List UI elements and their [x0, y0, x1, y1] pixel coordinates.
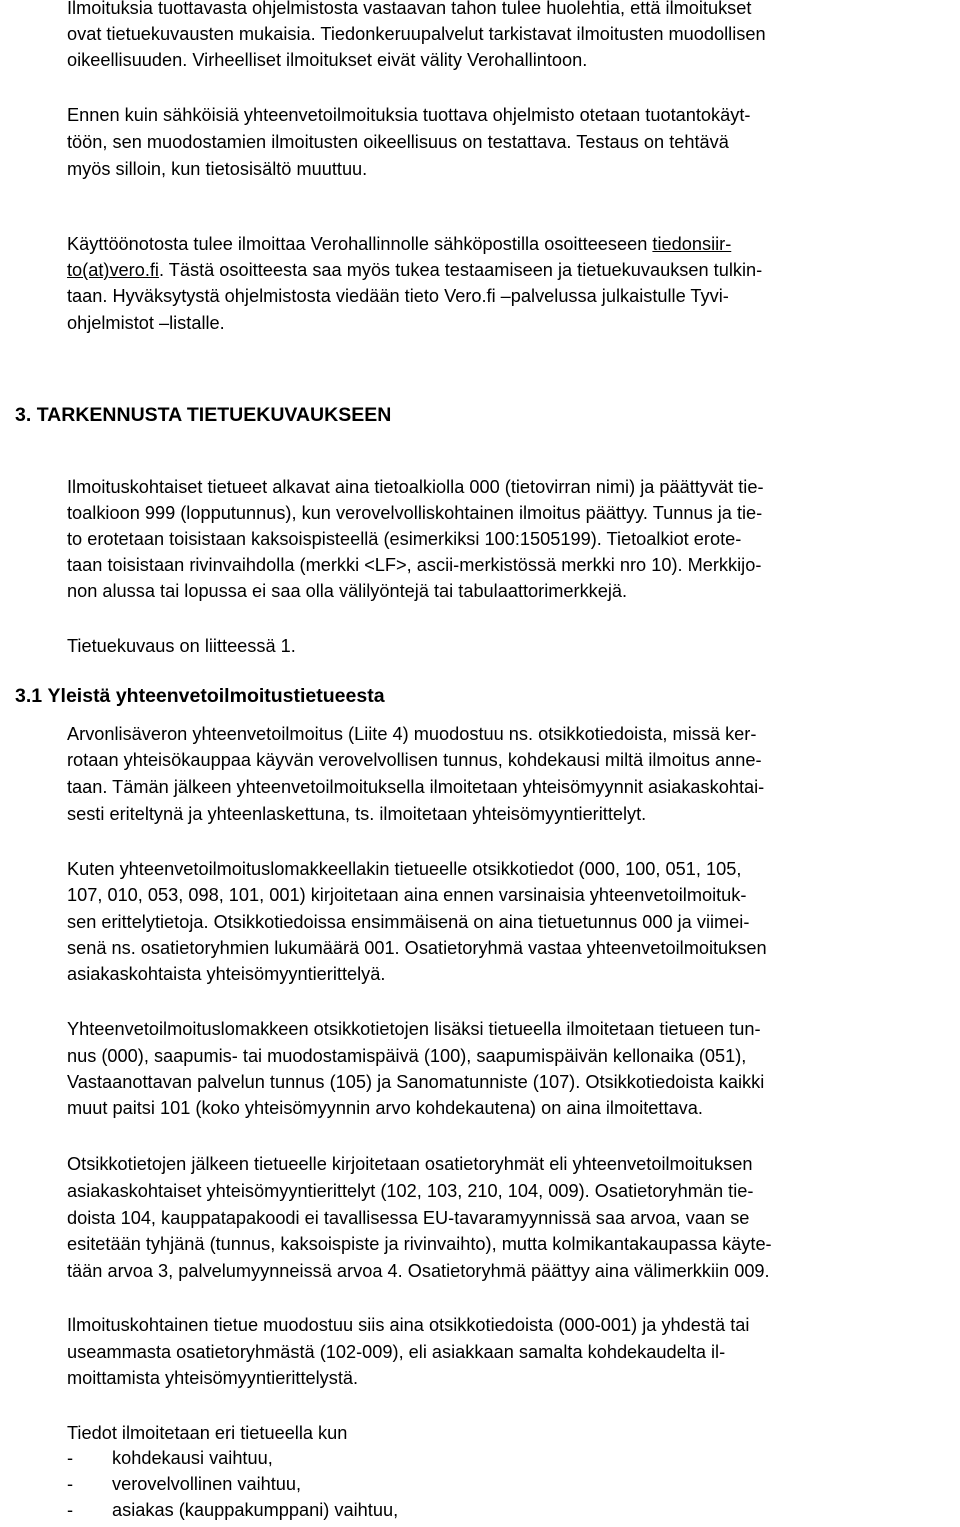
bullet-marker: -	[67, 1474, 74, 1494]
paragraph-line: taan. Hyväksytystä ohjelmistosta viedään tieto Vero.fi –palvelussa julkaistulle Tyvi-	[67, 286, 729, 306]
paragraph-line: moittamista yhteisömyyntierittelystä.	[67, 1368, 359, 1388]
paragraph-line: Ilmoituskohtainen tietue muodostuu siis aina otsikkotiedoista (000-001) ja yhdestä tai	[67, 1315, 750, 1335]
bullet-marker: -	[67, 1500, 74, 1520]
paragraph-line: to erotetaan toisistaan kaksoispisteellä (esimerkiksi 100:1505199). Tietoalkiot erote-	[67, 529, 742, 549]
paragraph-line: Kuten yhteenvetoilmoituslomakkeellakin tietueelle otsikkotiedot (000, 100, 051, 105,	[67, 859, 742, 879]
paragraph-line: taan toisistaan rivinvaihdolla (merkki <LF>, ascii-merkistössä merkki nro 10). Merkkijo-	[67, 555, 762, 575]
paragraph-line: Ilmoituksia tuottavasta ohjelmistosta vastaavan tahon tulee huolehtia, että ilmoitukset	[67, 0, 752, 18]
paragraph-line: useammasta osatietoryhmästä (102-009), eli asiakkaan samalta kohdekaudelta il-	[67, 1342, 726, 1362]
paragraph-line: rotaan yhteisökauppaa käyvän verovelvollisen tunnus, kohdekausi miltä ilmoitus anne-	[67, 750, 762, 770]
paragraph-line: 107, 010, 053, 098, 101, 001) kirjoitetaan aina ennen varsinaisia yhteenvetoilmoituk-	[67, 885, 747, 905]
paragraph-line: ovat tietuekuvausten mukaisia. Tiedonkeruupalvelut tarkistavat ilmoitusten muodollisen	[67, 24, 766, 44]
bullet-item: kohdekausi vaihtuu,	[112, 1448, 273, 1468]
paragraph-line: Ilmoituskohtaiset tietueet alkavat aina tietoalkiolla 000 (tietovirran nimi) ja päättyvät tie-	[67, 477, 764, 497]
paragraph-line: toalkioon 999 (lopputunnus), kun verovelvolliskohtainen ilmoitus päättyy. Tunnus ja tie-	[67, 503, 763, 523]
paragraph-line: ohjelmistot –listalle.	[67, 313, 225, 333]
paragraph-line: asiakaskohtaista yhteisömyyntierittelyä.	[67, 964, 386, 984]
section-number: 3.1	[15, 685, 43, 707]
paragraph-line: sesti eriteltynä ja yhteenlaskettuna, ts. ilmoitetaan yhteisömyyntierittelyt.	[67, 804, 647, 824]
paragraph-line: Otsikkotietojen jälkeen tietueelle kirjoitetaan osatietoryhmät eli yhteenvetoilmoituksen	[67, 1154, 753, 1174]
paragraph-line: Arvonlisäveron yhteenvetoilmoitus (Liite 4) muodostuu ns. otsikkotiedoista, missä ker-	[67, 724, 757, 744]
section-number: 3.	[15, 404, 32, 426]
paragraph-line: töön, sen muodostamien ilmoitusten oikeellisuus on testattava. Testaus on tehtävä	[67, 132, 729, 152]
paragraph-line: nus (000), saapumis- tai muodostamispäivä (100), saapumispäivän kellonaika (051),	[67, 1046, 747, 1066]
paragraph-line: senä ns. osatietoryhmien lukumäärä 001. Osatietoryhmä vastaa yhteenvetoilmoituksen	[67, 938, 767, 958]
paragraph-line: tään arvoa 3, palvelumyynneissä arvoa 4. Osatietoryhmä päättyy aina välimerkkiin 009.	[67, 1261, 770, 1281]
paragraph-line: taan. Tämän jälkeen yhteenvetoilmoituksella ilmoitetaan yhteisömyynnit asiakaskohtai-	[67, 777, 765, 797]
bullet-item: asiakas (kauppakumppani) vaihtuu,	[112, 1500, 399, 1520]
paragraph-line: Ennen kuin sähköisiä yhteenvetoilmoituksia tuottava ohjelmisto otetaan tuotantokäyt-	[67, 105, 751, 125]
paragraph-line: Tietuekuvaus on liitteessä 1.	[67, 636, 296, 656]
paragraph-line: doista 104, kauppatapakoodi ei tavallisessa EU-tavaramyynnissä saa arvoa, vaan se	[67, 1208, 750, 1228]
email-link[interactable]: tiedonsiir-	[652, 234, 732, 254]
paragraph-line: muut paitsi 101 (koko yhteisömyynnin arvo kohdekautena) on aina ilmoitettava.	[67, 1098, 703, 1118]
bullet-marker: -	[67, 1448, 74, 1468]
section-heading	[15, 404, 391, 427]
paragraph-line: sen erittelytietoja. Otsikkotiedoissa ensimmäisenä on aina tietuetunnus 000 ja viimei-	[67, 912, 750, 932]
paragraph-line: esitetään tyhjänä (tunnus, kaksoispiste ja rivinvaihto), mutta kolmikantakaupassa käyte-	[67, 1234, 772, 1254]
paragraph-line: Yhteenvetoilmoituslomakkeen otsikkotietojen lisäksi tietueella ilmoitetaan tietueen tun-	[67, 1019, 761, 1039]
subsection-heading	[15, 685, 385, 708]
paragraph-line: oikeellisuuden. Virheelliset ilmoitukset eivät välity Verohallintoon.	[67, 50, 588, 70]
section-title: Yleistä yhteenvetoilmoitustietueesta	[47, 685, 385, 707]
text-segment: . Tästä osoitteesta saa myös tukea testaamiseen ja tietuekuvauksen tulkin-	[158, 260, 763, 280]
email-link[interactable]: to(at)vero.fi	[67, 260, 159, 280]
section-title: TARKENNUSTA TIETUEKUVAUKSEEN	[36, 404, 392, 426]
paragraph-line: Vastaanottavan palvelun tunnus (105) ja Sanomatunniste (107). Otsikkotiedoista kaikki	[67, 1072, 765, 1092]
text-segment: Käyttöönotosta tulee ilmoittaa Verohallinnolle sähköpostilla osoitteeseen	[67, 234, 653, 254]
paragraph-line: non alussa tai lopussa ei saa olla välilyöntejä tai tabulaattorimerkkejä.	[67, 581, 628, 601]
paragraph-line: Tiedot ilmoitetaan eri tietueella kun	[67, 1423, 348, 1443]
paragraph-line	[67, 231, 731, 257]
paragraph-line: asiakaskohtaiset yhteisömyyntierittelyt (102, 103, 210, 104, 009). Osatietoryhmän tie-	[67, 1181, 754, 1201]
bullet-item: verovelvollinen vaihtuu,	[112, 1474, 302, 1494]
paragraph-line: myös silloin, kun tietosisältö muuttuu.	[67, 159, 368, 179]
paragraph-line	[67, 257, 762, 283]
